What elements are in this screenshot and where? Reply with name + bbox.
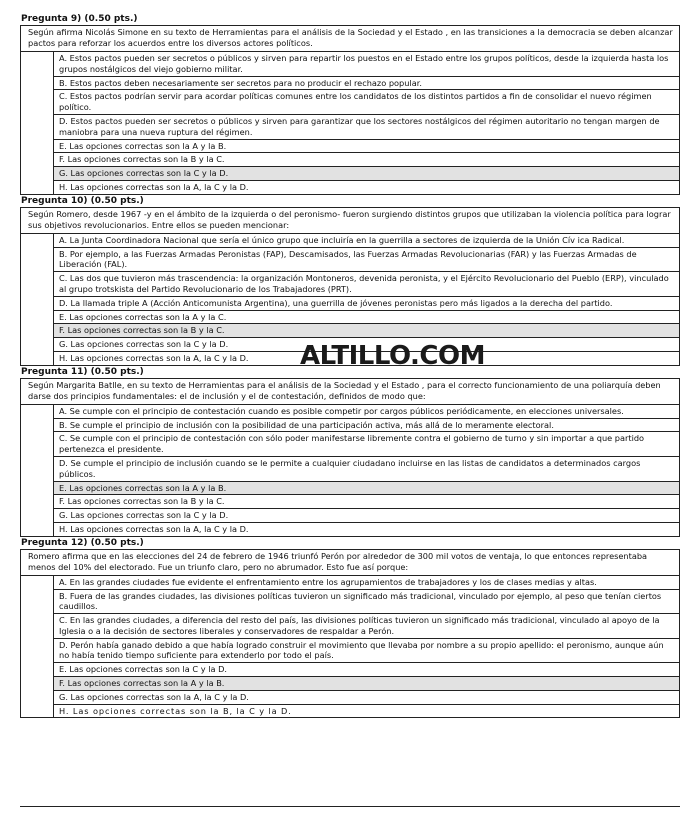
option-h[interactable]: H. Las opciones correctas son la A, la C y la D.	[53, 352, 679, 365]
question-header: Pregunta 9) (0.50 pts.)	[21, 14, 138, 24]
option-h[interactable]: H. Las opciones correctas son la A, la C y la D.	[53, 523, 679, 536]
question-box	[20, 378, 680, 537]
option-e[interactable]: E. Las opciones correctas son la C y la D.	[53, 663, 679, 677]
watermark-text: ALTILLO.COM	[300, 341, 485, 371]
question-box	[20, 25, 680, 195]
option-f-selected[interactable]: F. Las opciones correctas son la A y la B.	[53, 677, 679, 691]
option-a[interactable]: A. Estos pactos pueden ser secretos o públicos y sirven para repartir los puestos en el Estado entre los grupos políticos, desde la izquierda hasta los grupos nostálgicos del viejo gobierno militar.	[53, 52, 679, 77]
option-b[interactable]: B. Estos pactos deben necesariamente ser secretos para no producir el rechazo popular.	[53, 77, 679, 91]
option-e[interactable]: E. Las opciones correctas son la A y la B.	[53, 140, 679, 154]
option-c[interactable]: C. Estos pactos podrían servir para acordar políticas comunes entre los candidatos de los distintos partidos a fin de consolidar el nuevo régimen político.	[53, 90, 679, 115]
option-a[interactable]: A. Se cumple con el principio de contestación cuando es posible competir por cargos públicos periódicamente, en elecciones universales.	[53, 405, 679, 419]
option-a[interactable]: A. La Junta Coordinadora Nacional que sería el único grupo que incluiría en la guerrilla a sectores de izquierda de la Unión Cív ica Radical.	[53, 234, 679, 248]
question-header: Pregunta 12) (0.50 pts.)	[21, 537, 144, 548]
option-d[interactable]: D. Se cumple el principio de inclusión cuando se le permite a cualquier ciudadano incluirse en las listas de candidatos a determinados cargos públicos.	[53, 457, 679, 482]
question-12	[20, 538, 680, 719]
option-b[interactable]: B. Por ejemplo, a las Fuerzas Armadas Peronistas (FAP), Descamisados, las Fuerzas Armadas Revolucionarias (FAR) y las Fuerzas Armadas de Liberación (FAL).	[53, 248, 679, 273]
option-g[interactable]: G. Las opciones correctas son la A, la C y la D.	[53, 691, 679, 705]
question-prompt: Según Margarita Batlle, en su texto de Herramientas para el análisis de la Sociedad y el Estado , para el correcto funcionamiento de una poliarquía deben darse dos principios fundamentales: el de inclusión y el de contestación, definidos de modo que:	[21, 379, 679, 405]
option-e[interactable]: E. Las opciones correctas son la A y la C.	[53, 311, 679, 325]
option-h[interactable]: H. Las opciones correctas son la B, la C y la D.	[53, 705, 679, 718]
option-a[interactable]: A. En las grandes ciudades fue evidente el enfrentamiento entre los agrupamientos de trabajadores y los de clases medias y altas.	[53, 576, 679, 590]
question-9	[20, 14, 680, 195]
option-d[interactable]: D. La llamada triple A (Acción Anticomunista Argentina), una guerrilla de jóvenes peronistas pero más ligados a la derecha del partido.	[53, 297, 679, 311]
question-header: Pregunta 10) (0.50 pts.)	[21, 195, 144, 206]
page-bottom-divider	[20, 806, 680, 807]
question-header: Pregunta 11) (0.50 pts.)	[21, 366, 144, 377]
option-g[interactable]: G. Las opciones correctas son la C y la D.	[53, 338, 679, 352]
option-c[interactable]: C. Se cumple con el principio de contestación con sólo poder manifestarse libremente contra el gobierno de turno y sin importar a que partido pertenezca el presidente.	[53, 432, 679, 457]
question-11	[20, 367, 680, 537]
option-c[interactable]: C. Las dos que tuvieron más trascendencia: la organización Montoneros, devenida peronista, y el Ejército Revolucionario del Pueblo (ERP), vinculado al grupo trotskista del Partido Revolucionario de los Trabajadores (PRT).	[53, 272, 679, 297]
option-g-selected[interactable]: G. Las opciones correctas son la C y la D.	[53, 167, 679, 181]
option-f-selected[interactable]: F. Las opciones correctas son la B y la C.	[53, 324, 679, 338]
option-d[interactable]: D. Perón había ganado debido a que había logrado construir el movimiento que llevaba por nombre a su propio apellido: el peronismo, aunque aún no había tenido tiempo suficiente para extenderlo por todo el país.	[53, 639, 679, 664]
option-d[interactable]: D. Estos pactos pueden ser secretos o públicos y sirven para garantizar que los sectores nostálgicos del régimen autoritario no tengan margen de maniobra para una nueva ruptura del régimen.	[53, 115, 679, 140]
question-prompt: Según afirma Nicolás Simone en su texto de Herramientas para el análisis de la Sociedad y el Estado , en las transiciones a la democracia se deben alcanzar pactos para reforzar los acuerdos entre los diversos actores políticos.	[21, 26, 679, 52]
option-h[interactable]: H. Las opciones correctas son la A, la C y la D.	[53, 181, 679, 194]
option-b[interactable]: B. Fuera de las grandes ciudades, las divisiones políticas tuvieron un significado más tradicional, vinculado por ejemplo, al peso que tenían ciertos caudillos.	[53, 590, 679, 615]
option-e-selected[interactable]: E. Las opciones correctas son la A y la B.	[53, 482, 679, 496]
question-box	[20, 549, 680, 719]
question-prompt: Romero afirma que en las elecciones del 24 de febrero de 1946 triunfó Perón por alrededor de 300 mil votos de ventaja, lo que entonces representaba menos del 10% del electorado. Fue un triunfo claro, pero no abrumador. Esto fue así porque:	[21, 550, 679, 576]
question-prompt: Según Romero, desde 1967 -y en el ámbito de la izquierda o del peronismo- fueron surgiendo distintos grupos que utilizaban la violencia política para lograr sus objetivos revolucionarios. Entre ellos se pueden mencionar:	[21, 208, 679, 234]
option-b[interactable]: B. Se cumple el principio de inclusión con la posibilidad de una participación activa, más allá de lo meramente electoral.	[53, 419, 679, 433]
option-f[interactable]: F. Las opciones correctas son la B y la C.	[53, 495, 679, 509]
option-c[interactable]: C. En las grandes ciudades, a diferencia del resto del país, las divisiones políticas tuvieron un significado más tradicional, vinculado al apoyo de la Iglesia o a la decisión de sectores liberales y conservadores de respaldar a Perón.	[53, 614, 679, 639]
option-g[interactable]: G. Las opciones correctas son la C y la D.	[53, 509, 679, 523]
option-f[interactable]: F. Las opciones correctas son la B y la C.	[53, 153, 679, 167]
